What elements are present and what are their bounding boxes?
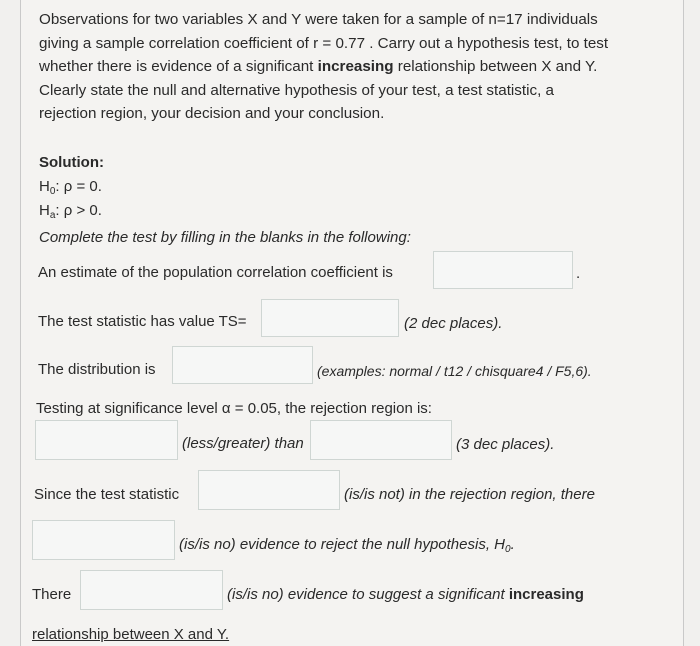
there-label: There bbox=[32, 586, 72, 603]
less-greater-hint: (less/greater) than bbox=[182, 435, 304, 452]
test-statistic-label: The test statistic has value TS= bbox=[38, 313, 247, 330]
estimate-label: An estimate of the population correlation coefficient is bbox=[38, 264, 393, 281]
critical-value-input[interactable] bbox=[310, 420, 452, 460]
estimate-input[interactable] bbox=[433, 251, 573, 289]
distribution-hint: (examples: normal / t12 / chisquare4 / F5,6). bbox=[317, 363, 592, 379]
less-greater-input[interactable] bbox=[35, 420, 178, 460]
evidence-reject-input[interactable] bbox=[32, 520, 175, 560]
significance-text: Testing at significance level α = 0.05, the rejection region is: bbox=[36, 400, 432, 417]
test-statistic-input[interactable] bbox=[261, 299, 399, 337]
rejection-region-hint: (is/is not) in the rejection region, there bbox=[344, 486, 595, 503]
question-line-3: whether there is evidence of a significant bbox=[39, 58, 318, 75]
question-emphasis: increasing bbox=[317, 58, 394, 75]
critical-value-hint: (3 dec places). bbox=[456, 436, 555, 453]
conclusion-last-line: relationship between X and Y. bbox=[32, 626, 230, 643]
question-panel bbox=[20, 0, 684, 646]
test-statistic-hint: (2 dec places). bbox=[404, 315, 503, 332]
alternative-hypothesis: $H_a$: ρ > 0. bbox=[39, 202, 102, 221]
question-text bbox=[39, 8, 664, 126]
question-line-5: rejection region, your decision and your conclusion. bbox=[39, 105, 385, 122]
null-hypothesis: $H_0$: ρ = 0. bbox=[39, 178, 102, 197]
solution-heading: Solution: bbox=[39, 154, 104, 171]
instruction-text: Complete the test by filling in the blanks in the following: bbox=[39, 229, 411, 246]
conclusion-hint: (is/is no) evidence to suggest a significant increasing bbox=[227, 586, 584, 603]
distribution-label: The distribution is bbox=[38, 361, 156, 378]
question-line-1: Observations for two variables X and Y were taken for a sample of n=17 individuals bbox=[39, 11, 598, 28]
question-line-2: giving a sample correlation coefficient of r = 0.77 . Carry out a hypothesis test, to test bbox=[39, 34, 609, 52]
question-line-3-end: relationship between X and Y. bbox=[393, 58, 598, 75]
estimate-period: . bbox=[576, 265, 581, 282]
evidence-suggest-input[interactable] bbox=[80, 570, 223, 610]
question-line-4: Clearly state the null and alternative hypothesis of your test, a test statistic, a bbox=[39, 81, 554, 99]
distribution-input[interactable] bbox=[172, 346, 313, 384]
since-label: Since the test statistic bbox=[34, 486, 180, 503]
evidence-reject-hint: (is/is no) evidence to reject the null hypothesis, $H_0$. bbox=[179, 536, 515, 555]
test-statistic-repeat-input[interactable] bbox=[198, 470, 340, 510]
